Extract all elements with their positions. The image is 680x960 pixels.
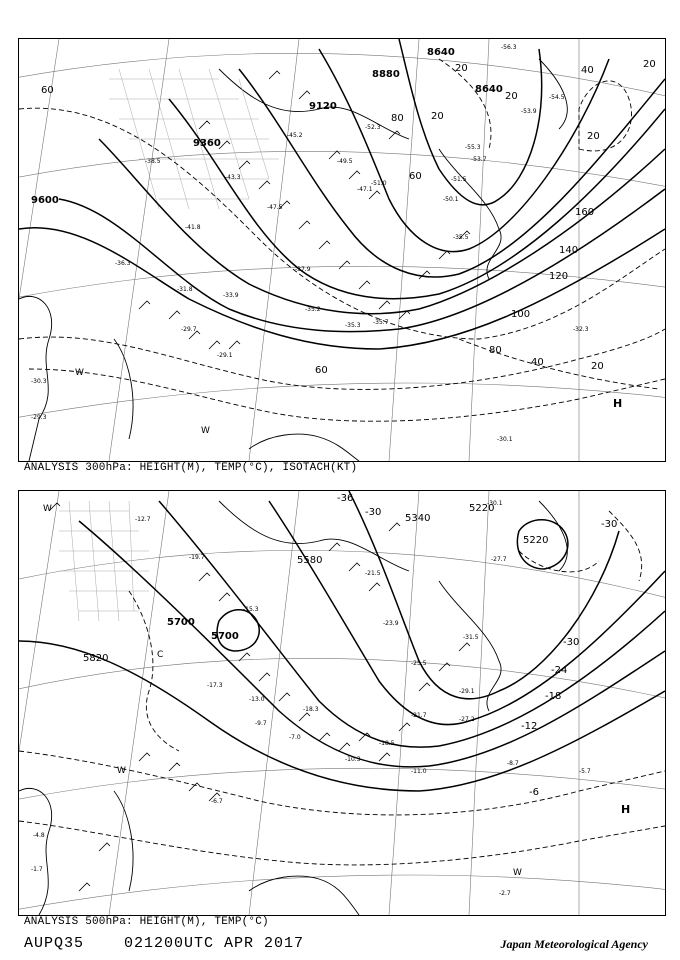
temp-value: -38.5 — [145, 158, 161, 165]
height-label: 8640 — [475, 84, 503, 95]
temp-contour-label: -12 — [521, 721, 538, 732]
isotach-label: 20 — [591, 361, 604, 372]
isotach-label: 120 — [549, 271, 569, 282]
temp-value: -7.0 — [289, 734, 301, 741]
temp-value: -43.3 — [225, 174, 241, 181]
temp-value: -4.8 — [33, 832, 45, 839]
isotach-label: 40 — [581, 65, 594, 76]
temp-value: -51.0 — [371, 180, 387, 187]
height-contours — [19, 39, 665, 349]
chart-500hpa — [18, 490, 666, 916]
temp-value: -18.3 — [303, 706, 319, 713]
isotach-label: 40 — [531, 357, 544, 368]
temp-value: -10.3 — [345, 756, 361, 763]
temp-value: -37.9 — [295, 266, 311, 273]
temp-value: -11.0 — [411, 768, 427, 775]
temp-value: -6.7 — [211, 798, 223, 805]
chart-datetime: 021200UTC APR 2017 — [124, 935, 305, 952]
temp-value: -9.7 — [255, 720, 267, 727]
temp-value: -29.1 — [459, 688, 475, 695]
temp-value: -2.7 — [499, 890, 511, 897]
temp-value: -29.3 — [31, 414, 47, 421]
temp-value: -51.5 — [451, 176, 467, 183]
isotach-label: 80 — [391, 113, 404, 124]
isotach-label: 20 — [643, 59, 656, 70]
height-label: 5220 — [469, 503, 495, 514]
high-pressure-label: H — [613, 397, 623, 410]
temp-value: -35.2 — [305, 306, 321, 313]
height-label: 5700 — [211, 631, 239, 642]
warm-label: W — [201, 426, 210, 436]
temp-value: -50.1 — [443, 196, 459, 203]
isotach-label: 20 — [455, 63, 468, 74]
temp-value: -53.7 — [471, 156, 487, 163]
temp-value: -30.1 — [497, 436, 513, 443]
temp-value: -27.2 — [459, 716, 475, 723]
temp-contour-label: -30 — [601, 519, 618, 530]
isotach-label: 140 — [559, 245, 579, 256]
warm-label: W — [513, 868, 522, 878]
chart-300hpa — [18, 38, 666, 462]
temp-contour-label: -30 — [563, 637, 580, 648]
temp-value: -32.3 — [573, 326, 589, 333]
temp-value: -19.7 — [189, 554, 205, 561]
temp-value: -13.0 — [249, 696, 265, 703]
temp-value: -56.3 — [501, 44, 517, 51]
temp-value: -33.9 — [223, 292, 239, 299]
temp-contour-label: -30 — [365, 507, 382, 518]
height-label: 9120 — [309, 101, 337, 112]
temp-value: -54.5 — [549, 94, 565, 101]
height-label: 5700 — [167, 617, 195, 628]
temp-value: -35.7 — [373, 319, 389, 326]
coastline — [19, 501, 567, 915]
cold-label: C — [157, 650, 164, 660]
temp-contour-label: -36 — [337, 493, 354, 504]
isotach-label: 60 — [409, 171, 422, 182]
warm-label: W — [117, 766, 126, 776]
height-label: 9600 — [31, 195, 59, 206]
isotach-label: 20 — [431, 111, 444, 122]
graticule — [19, 491, 665, 915]
temp-value: -18.5 — [379, 740, 395, 747]
chart-id — [24, 935, 304, 952]
height-label: 5340 — [405, 513, 431, 524]
temp-value: -52.3 — [365, 124, 381, 131]
temp-value: -15.3 — [243, 606, 259, 613]
temp-value: -35.3 — [345, 322, 361, 329]
height-label: 5580 — [297, 555, 323, 566]
temp-value: -36.3 — [115, 260, 131, 267]
height-label: 8880 — [372, 69, 400, 80]
temp-value: -17.3 — [207, 682, 223, 689]
temp-value: -1.7 — [31, 866, 43, 873]
agency-credit: Japan Meteorological Agency — [500, 937, 648, 951]
height-label: 9360 — [193, 138, 221, 149]
map-300hpa — [19, 39, 665, 461]
isotach-label: 160 — [575, 207, 595, 218]
temp-value: -29.1 — [217, 352, 233, 359]
temp-value: -47.1 — [357, 186, 373, 193]
height-label: 5220 — [523, 535, 549, 546]
temp-contour-label: -6 — [529, 787, 539, 798]
height-label: 8640 — [427, 47, 455, 58]
temp-value: -53.9 — [521, 108, 537, 115]
temp-value: -23.9 — [383, 620, 399, 627]
warm-label: W — [75, 368, 84, 378]
isotach-label: 60 — [41, 85, 54, 96]
temp-value: -31.8 — [177, 286, 193, 293]
isotach-label: 20 — [587, 131, 600, 142]
caption-300hpa: ANALYSIS 300hPa: HEIGHT(M), TEMP(°C), ISOTACH(KT) — [24, 462, 358, 474]
temp-value: -45.2 — [287, 132, 303, 139]
map-500hpa — [19, 491, 665, 915]
temp-value: -47.5 — [267, 204, 283, 211]
temp-value: -29.7 — [181, 326, 197, 333]
temp-value: -31.5 — [463, 634, 479, 641]
high-pressure-label: H — [621, 803, 631, 816]
caption-500hpa: ANALYSIS 500hPa: HEIGHT(M), TEMP(°C) — [24, 916, 269, 928]
height-label: 5820 — [83, 653, 109, 664]
isotach-contours — [19, 59, 665, 421]
isotach-label: 20 — [505, 91, 518, 102]
temp-contour-label: -18 — [545, 691, 562, 702]
temp-value: -49.5 — [337, 158, 353, 165]
isotach-label: 100 — [511, 309, 531, 320]
temp-value: -30.1 — [487, 500, 503, 507]
temp-value: -21.5 — [365, 570, 381, 577]
warm-label: W — [43, 504, 52, 514]
temp-value: -8.7 — [507, 760, 519, 767]
isotach-label: 60 — [315, 365, 328, 376]
temp-value: -12.7 — [135, 516, 151, 523]
temp-value: -41.8 — [185, 224, 201, 231]
temp-value: -55.3 — [465, 144, 481, 151]
temp-value: -30.3 — [31, 378, 47, 385]
temp-value: -25.5 — [411, 660, 427, 667]
temp-value: -5.7 — [579, 768, 591, 775]
temp-value: -35.5 — [453, 234, 469, 241]
temp-contour-label: -24 — [551, 665, 568, 676]
temp-value: -21.7 — [411, 712, 427, 719]
isotach-label: 80 — [489, 345, 502, 356]
temp-value: -27.7 — [491, 556, 507, 563]
chart-code: AUPQ35 — [24, 935, 85, 952]
